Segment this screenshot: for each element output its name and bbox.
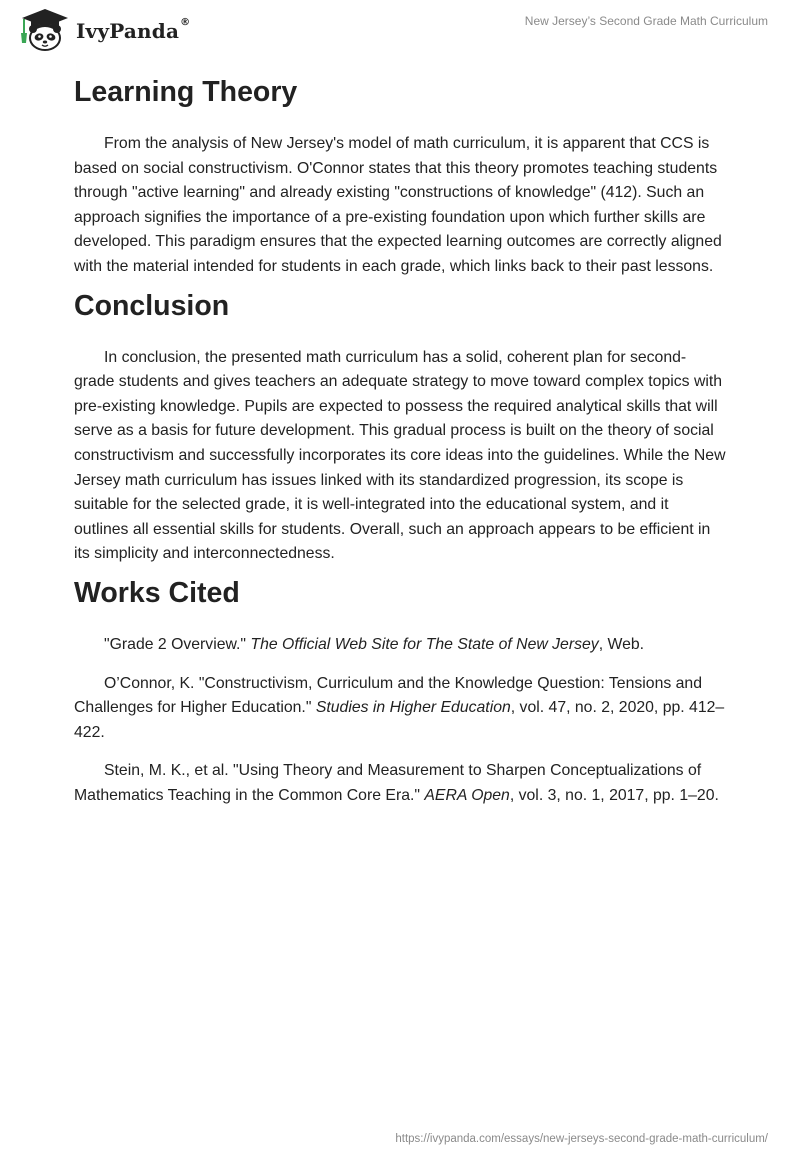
citation-2-source: Studies in Higher Education <box>315 699 511 717</box>
essay-content <box>74 72 726 808</box>
citation-entry-1 <box>74 633 726 658</box>
paragraph-conclusion: In conclusion, the presented math curriculum has a solid, coherent plan for second-grade students and gives teachers an adequate strategy to move toward complex topics with pre-existing knowledge. Pupils are expected to possess the required analytical skills that will serve as a basis for future development. This gradual process is built on the theory of social constructivism and successfully incorporates its core ideas into the guidelines. While the New Jersey math curriculum has issues linked with its standardized progression, its scope is suitable for the selected grade, it is well-integrated into the educational system, and it outlines all essential skills for students. Overall, such an approach appears to be efficient in its simplicity and interconnectedness. <box>74 348 726 563</box>
citation-entry-2 <box>74 672 726 746</box>
citation-2-details: , vol. 47, no. 2, 2020, pp. 412–422. <box>74 699 725 741</box>
citation-1-text: "Grade 2 Overview." <box>104 635 251 653</box>
document-title: New Jersey’s Second Grade Math Curriculum <box>524 14 768 28</box>
citation-entry-3 <box>74 759 726 808</box>
citation-1-details: , Web. <box>598 635 645 653</box>
paragraph-learning-theory: From the analysis of New Jersey's model of math curriculum, it is apparent that CCS is based on social constructivism. O'Connor states that this theory promotes teaching students through "active learning" and already existing "constructions of knowledge" (412). Such an approach signifies the importance of a pre-existing foundation upon which further skills are developed. This paradigm ensures that the expected learning outcomes are correctly aligned with the material intended for students in each grade, which links back to their past lessons. <box>74 135 722 275</box>
citation-2-text: O’Connor, K. "Constructivism, Curriculum and the Knowledge Question: Tensions and Challenges for Higher Education." <box>74 674 702 717</box>
registered-mark: ® <box>180 17 191 28</box>
citation-3-source: AERA Open <box>424 786 510 804</box>
heading-learning-theory: Learning Theory <box>74 76 298 108</box>
panda-graduation-cap-icon <box>14 8 76 52</box>
brand-name-text: IvyPanda <box>76 19 180 43</box>
heading-conclusion: Conclusion <box>74 289 230 322</box>
brand-logo[interactable] <box>14 8 190 52</box>
citation-1-source: The Official Web Site for The State of New Jersey <box>250 635 599 653</box>
brand-name <box>76 19 190 43</box>
citation-3-details: , vol. 3, no. 1, 2017, pp. 1–20. <box>509 786 719 804</box>
footer-url[interactable]: https://ivypanda.com/essays/new-jerseys-second-grade-math-curriculum/ <box>395 1133 768 1145</box>
page-header <box>0 0 800 60</box>
heading-works-cited: Works Cited <box>74 576 240 609</box>
citation-3-text: Stein, M. K., et al. "Using Theory and Measurement to Sharpen Conceptualizations of Mathematics Teaching in the Common Core Era." <box>74 762 702 804</box>
